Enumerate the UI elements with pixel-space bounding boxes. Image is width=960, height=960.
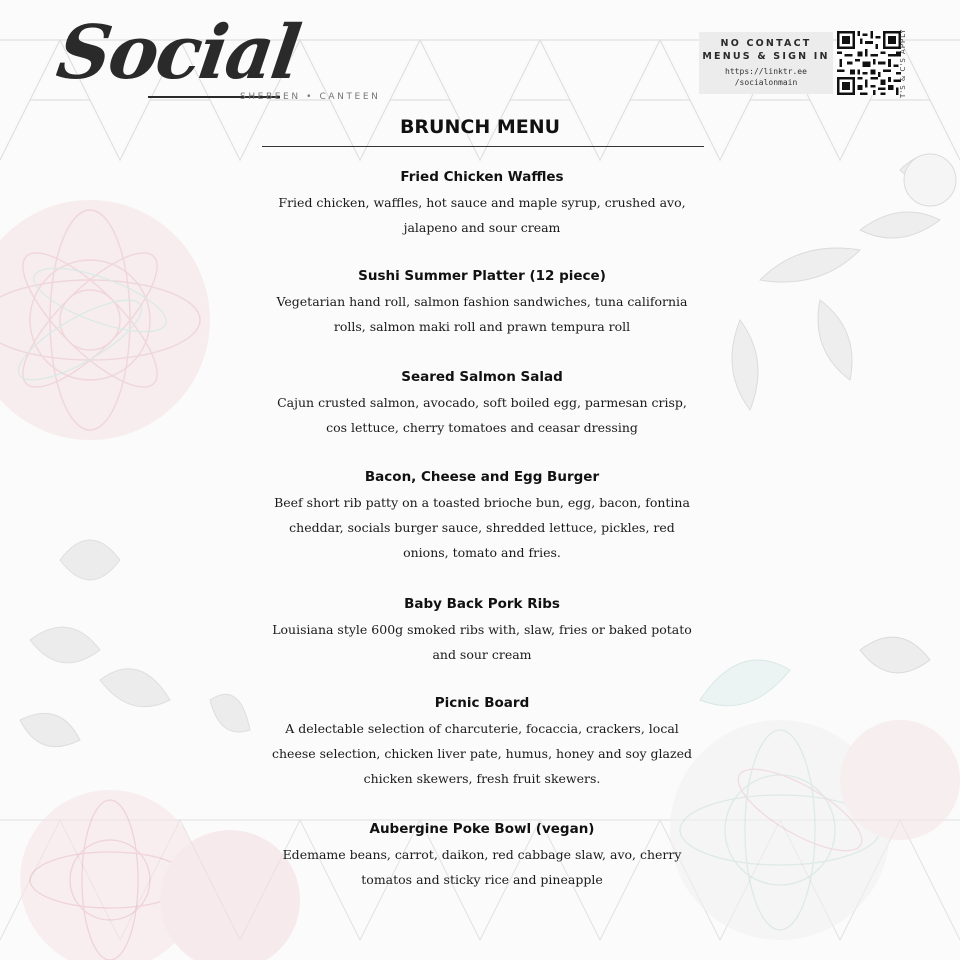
menu-item-description xyxy=(200,617,764,667)
menu-item xyxy=(200,366,764,440)
menu-item-description xyxy=(200,716,764,791)
menu-item xyxy=(200,466,764,565)
linktree-url-line-1[interactable]: https://linktr.ee xyxy=(725,67,807,76)
no-contact-line-1: NO CONTACT xyxy=(720,38,812,49)
menu-item-description-line: cheddar, socials burger sauce, shredded lettuce, pickles, red xyxy=(289,520,675,535)
menu-item-name: Seared Salmon Salad xyxy=(401,369,563,385)
menu-item-description-line: rolls, salmon maki roll and prawn tempura roll xyxy=(333,319,631,334)
brand-logo xyxy=(52,8,402,118)
menu-item-name: Baby Back Pork Ribs xyxy=(404,596,560,612)
page-title: BRUNCH MENU xyxy=(399,116,561,138)
menu-item-description-line: onions, tomato and fries. xyxy=(403,545,561,560)
menu-item-description-line: chicken skewers, fresh fruit skewers. xyxy=(363,771,601,786)
menu-item-description-line: Beef short rib patty on a toasted brioche bun, egg, bacon, fontina xyxy=(274,495,690,510)
menu-item xyxy=(200,692,764,791)
title-divider xyxy=(262,146,704,147)
menu-item-description xyxy=(200,190,764,240)
menu-item-description-line: jalapeno and sour cream xyxy=(403,220,561,235)
terms-apply-label: T'S & C'S APPLY xyxy=(899,28,907,98)
menu-item-name: Fried Chicken Waffles xyxy=(400,169,564,185)
menu-item-description xyxy=(200,842,764,892)
menu-item-description-line: A delectable selection of charcuterie, focaccia, crackers, local xyxy=(285,721,679,736)
no-contact-heading xyxy=(699,37,833,63)
menu-item-description xyxy=(200,490,764,565)
menu-item xyxy=(200,265,764,339)
no-contact-box xyxy=(699,32,833,94)
linktree-url-line-2[interactable]: /socialonmain xyxy=(734,78,798,87)
menu-item-description xyxy=(200,289,764,339)
menu-item-name: Aubergine Poke Bowl (vegan) xyxy=(369,821,595,837)
linktree-url[interactable] xyxy=(699,66,833,88)
menu-item-description-line: Edemame beans, carrot, daikon, red cabbage slaw, avo, cherry xyxy=(282,847,682,862)
menu-item-description-line: and sour cream xyxy=(432,647,532,662)
menu-item-description-line: cheese selection, chicken liver pate, humus, honey and soy glazed xyxy=(272,746,692,761)
qr-code-icon[interactable] xyxy=(837,31,901,95)
no-contact-line-2: MENUS & SIGN IN xyxy=(702,51,830,62)
menu-item xyxy=(200,166,764,240)
logo-wordmark: Social xyxy=(51,10,305,96)
menu-item-name: Sushi Summer Platter (12 piece) xyxy=(358,268,606,284)
logo-tagline: SHEBEEN • CANTEEN xyxy=(240,92,381,102)
menu-item-description-line: cos lettuce, cherry tomatoes and ceasar dressing xyxy=(326,420,638,435)
menu-item xyxy=(200,818,764,892)
menu-item xyxy=(200,593,764,667)
menu-item-name: Bacon, Cheese and Egg Burger xyxy=(364,469,600,485)
menu-item-description-line: Fried chicken, waffles, hot sauce and maple syrup, crushed avo, xyxy=(278,195,686,210)
menu-item-description-line: Louisiana style 600g smoked ribs with, slaw, fries or baked potato xyxy=(272,622,692,637)
menu-item-name: Picnic Board xyxy=(434,695,530,711)
menu-item-description-line: Cajun crusted salmon, avocado, soft boiled egg, parmesan crisp, xyxy=(277,395,687,410)
menu-item-description-line: Vegetarian hand roll, salmon fashion sandwiches, tuna california xyxy=(276,294,688,309)
menu-item-description xyxy=(200,390,764,440)
menu-item-description-line: tomatos and sticky rice and pineapple xyxy=(361,872,603,887)
